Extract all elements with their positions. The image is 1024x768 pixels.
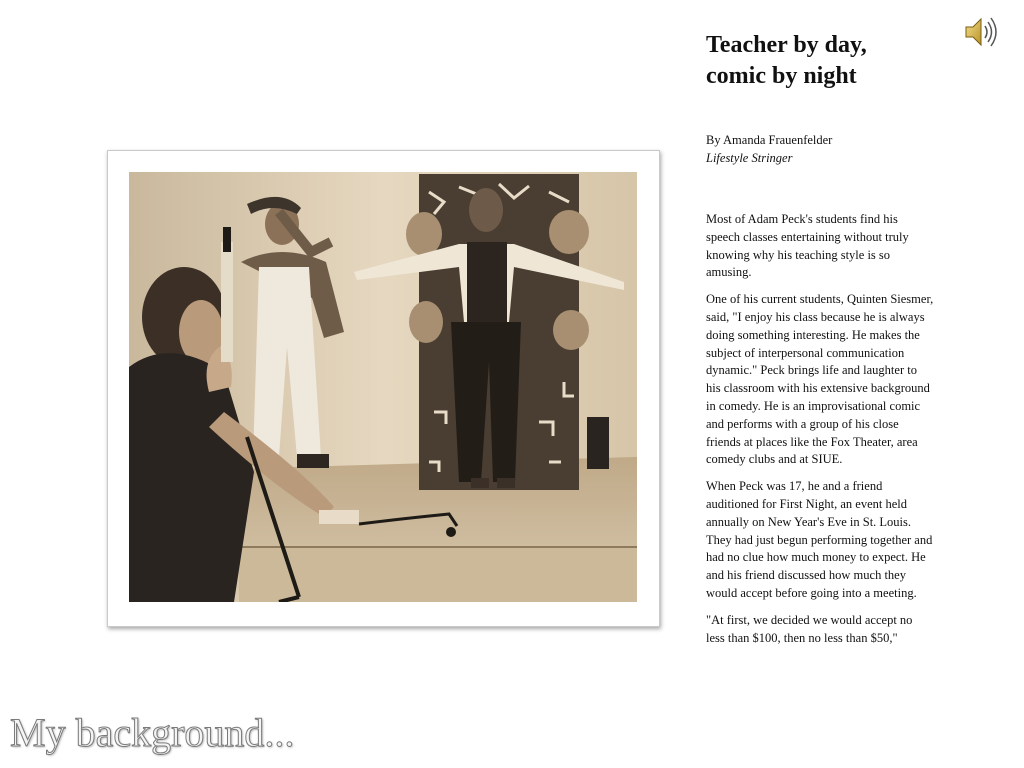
article-body [706, 211, 934, 656]
article-paragraph: When Peck was 17, he and a friend auditioned for First Night, an event held annually on New Year's Eve in St. Louis. They had just begun performing together and had no clue how much money to expect. He and his friend discussed how much they would accept before going into a meeting. [706, 479, 933, 600]
headline-line-1: Teacher by day, [706, 32, 867, 58]
byline [706, 131, 936, 167]
article-paragraph: "At first, we decided we would accept no less than $100, then no less than $50," [706, 612, 913, 645]
author-role: Lifestyle Stringer [706, 151, 793, 165]
photo-frame [107, 150, 660, 627]
speaker-icon[interactable] [963, 14, 999, 50]
article-paragraph: Most of Adam Peck's students find his speech classes entertaining without truly knowing why his teaching style is so amusing. [706, 212, 909, 280]
article-headline [706, 30, 966, 92]
author-name: By Amanda Frauenfelder [706, 133, 833, 147]
headline-line-2: comic by night [706, 63, 857, 89]
article-paragraph: One of his current students, Quinten Siesmer, said, "I enjoy his class because he is always doing something interesting. He makes the subject of interpersonal communication dynamic." Peck brings life and laughter to his classroom with his extensive background in comedy. He is an improvisational comic and performs with a group of his close friends at places like the Fox Theater, area comedy clubs and at SIUE. [706, 292, 934, 467]
slide-title: My background... [10, 710, 295, 755]
performance-photo [129, 172, 637, 602]
